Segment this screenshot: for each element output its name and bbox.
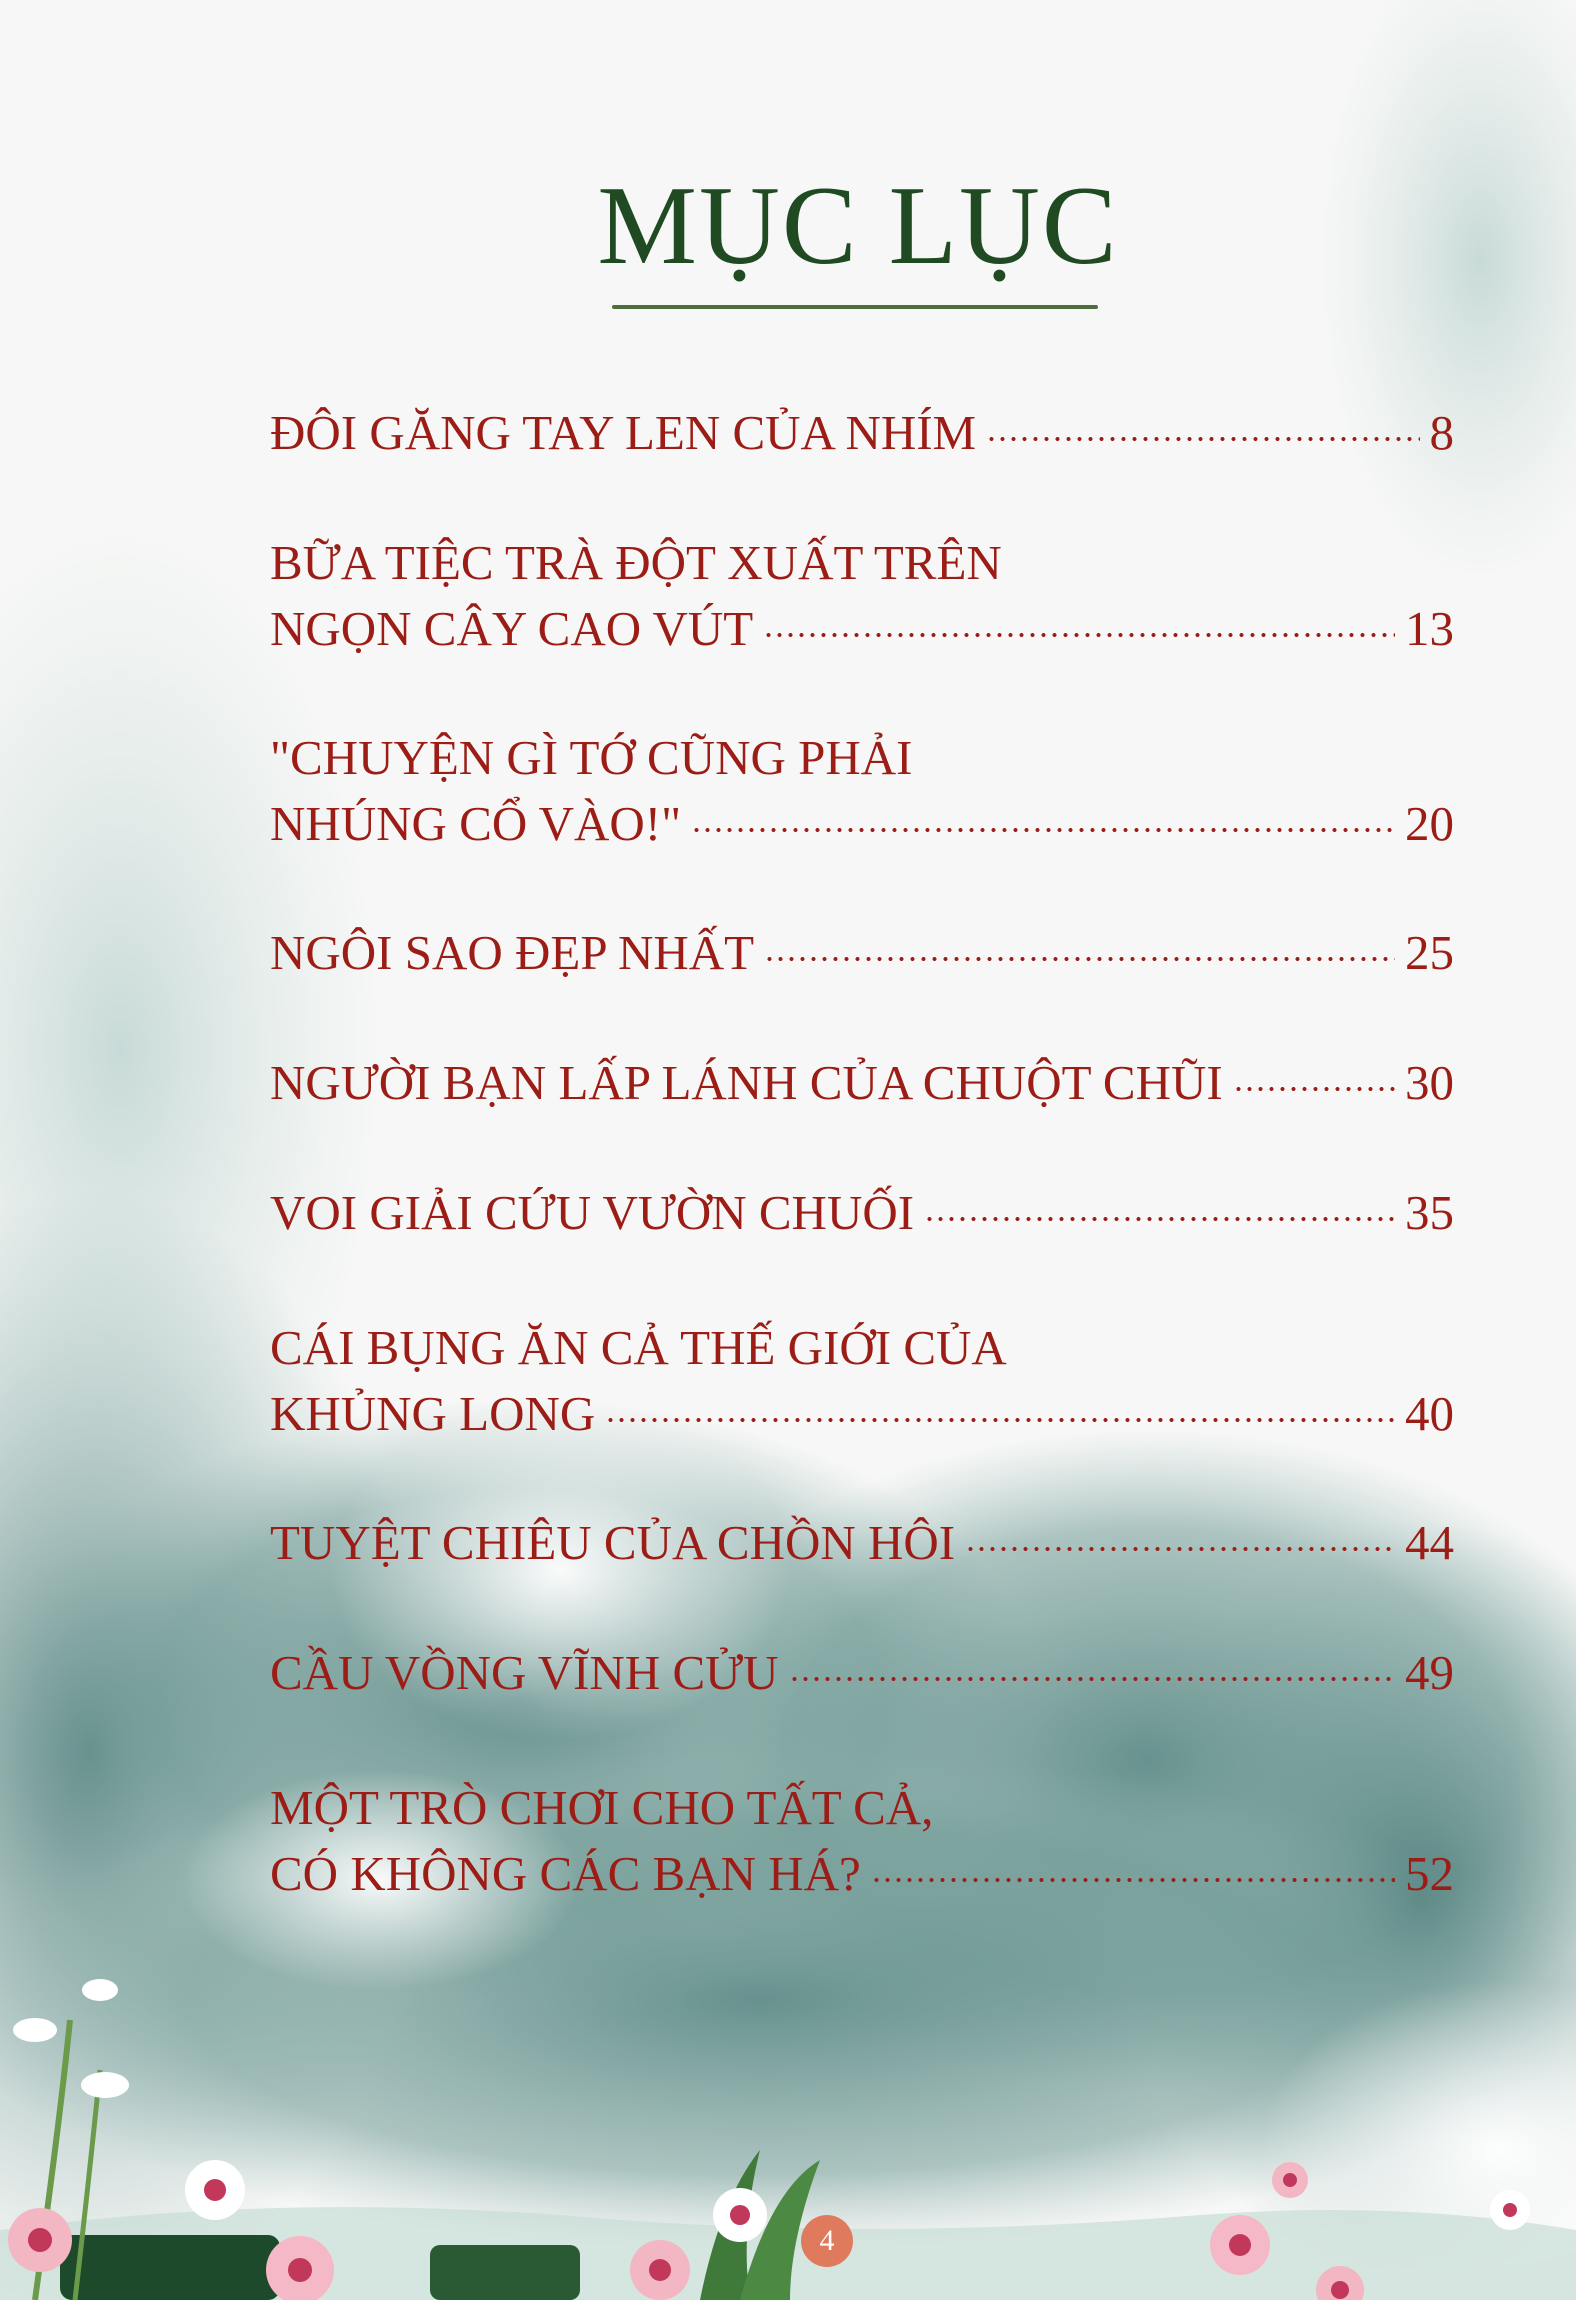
toc-entry[interactable] <box>270 530 1454 662</box>
toc-entry-title: CẦU VỒNG VĨNH CỬU <box>270 1645 779 1700</box>
toc-entry-page: 13 <box>1405 601 1454 656</box>
toc-entry-title: NGỌN CÂY CAO VÚT <box>270 601 754 656</box>
toc-entry[interactable] <box>270 1510 1454 1576</box>
toc-entry-title-line: "CHUYỆN GÌ TỚ CŨNG PHẢI <box>270 730 913 785</box>
toc-entry-last-line <box>270 1841 1454 1907</box>
leader-dots <box>605 1418 1395 1422</box>
leader-dots <box>691 828 1395 832</box>
toc-entry[interactable] <box>270 1180 1454 1246</box>
toc-entry-title: ĐÔI GĂNG TAY LEN CỦA NHÍM <box>270 405 977 460</box>
toc-entry-last-line <box>270 596 1454 662</box>
toc-entry-title: NHÚNG CỔ VÀO!" <box>270 796 682 851</box>
toc-entry[interactable] <box>270 1775 1454 1907</box>
toc-entry-title: CÓ KHÔNG CÁC BẠN HÁ? <box>270 1846 861 1901</box>
toc-entry-title: TUYỆT CHIÊU CỦA CHỒN HÔI <box>270 1515 956 1570</box>
toc-entry[interactable] <box>270 400 1454 466</box>
toc-entry-last-line <box>270 1050 1454 1116</box>
leader-dots <box>764 957 1395 961</box>
leader-dots <box>763 633 1395 637</box>
toc-entry-page: 30 <box>1405 1055 1454 1110</box>
toc-entry[interactable] <box>270 920 1454 986</box>
toc-entry-page: 40 <box>1405 1386 1454 1441</box>
toc-entry-page: 25 <box>1405 925 1454 980</box>
leader-dots <box>986 437 1419 441</box>
toc-entry-page: 20 <box>1405 796 1454 851</box>
toc-entry-title: VOI GIẢI CỨU VƯỜN CHUỐI <box>270 1185 915 1240</box>
toc-entry-title: NGÔI SAO ĐẸP NHẤT <box>270 925 755 980</box>
toc-entry-page: 49 <box>1405 1645 1454 1700</box>
toc-entry-last-line <box>270 1381 1454 1447</box>
toc-entry[interactable] <box>270 1315 1454 1447</box>
leader-dots <box>871 1878 1395 1882</box>
leader-dots <box>1233 1087 1395 1091</box>
toc-entry[interactable] <box>270 1640 1454 1706</box>
toc-entry[interactable] <box>270 725 1454 857</box>
toc-entry-title: KHỦNG LONG <box>270 1386 596 1441</box>
toc-entry-page: 35 <box>1405 1185 1454 1240</box>
toc-entry-last-line <box>270 400 1454 466</box>
toc-entry[interactable] <box>270 1050 1454 1116</box>
page-title: MỤC LỤC <box>597 164 1119 288</box>
leader-dots <box>789 1677 1395 1681</box>
toc-entry-page: 52 <box>1405 1846 1454 1901</box>
toc-entry-title: NGƯỜI BẠN LẤP LÁNH CỦA CHUỘT CHŨI <box>270 1055 1223 1110</box>
toc-entry-page: 44 <box>1405 1515 1454 1570</box>
toc-entry-title-line: CÁI BỤNG ĂN CẢ THẾ GIỚI CỦA <box>270 1320 1007 1375</box>
toc-entry-last-line <box>270 791 1454 857</box>
toc-entry-page: 8 <box>1429 405 1454 460</box>
leader-dots <box>965 1547 1395 1551</box>
toc-entry-last-line <box>270 1180 1454 1246</box>
page-number-badge: 4 <box>801 2215 853 2267</box>
toc-entry-last-line <box>270 1640 1454 1706</box>
toc-entry-last-line <box>270 1510 1454 1576</box>
toc-entry-last-line <box>270 920 1454 986</box>
toc-entry-title-line: MỘT TRÒ CHƠI CHO TẤT CẢ, <box>270 1780 934 1835</box>
toc-entry-title-line: BỮA TIỆC TRÀ ĐỘT XUẤT TRÊN <box>270 535 1002 590</box>
leader-dots <box>924 1217 1395 1221</box>
